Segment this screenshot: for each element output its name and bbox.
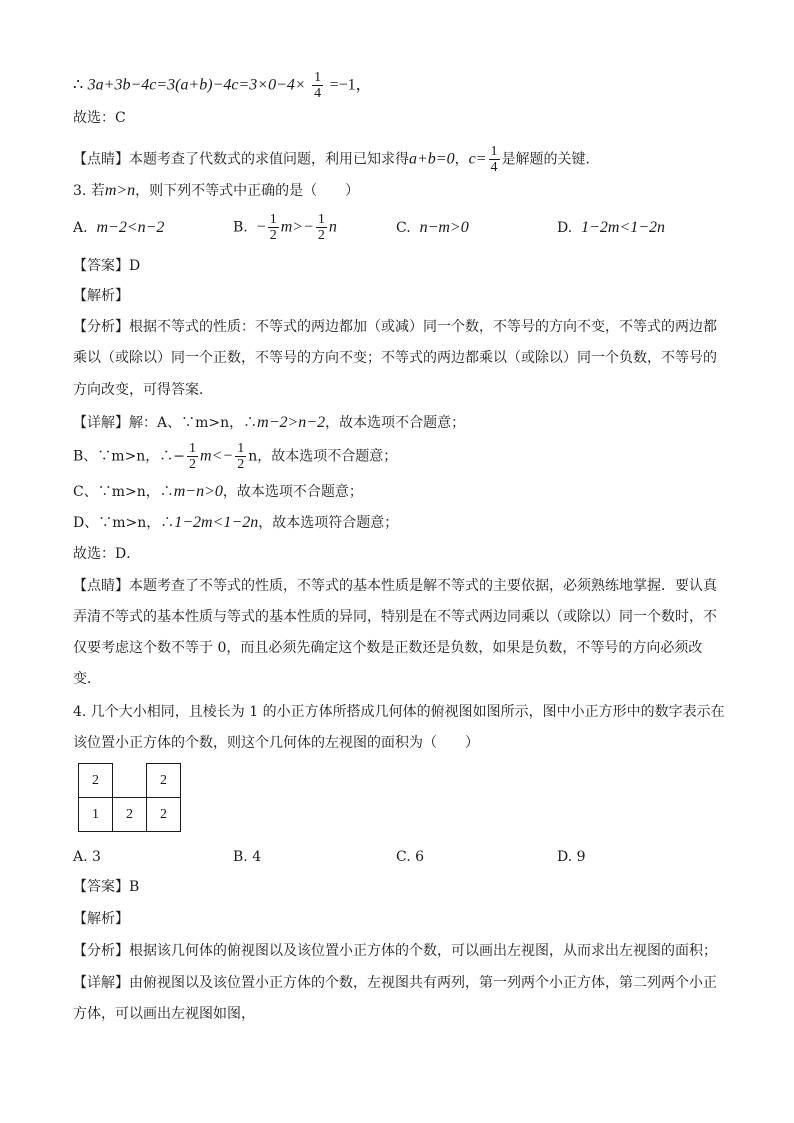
fraction-half — [268, 212, 279, 243]
comma: ， — [454, 151, 469, 168]
detail-b-math: m<− — [200, 447, 234, 465]
fraction-half — [235, 441, 246, 472]
question-4-stem-line-1: 4. 几个大小相同，且棱长为 1 的小正方体所搭成几何体的俯视图如图所示，图中小正方形中的数字表示在 — [73, 704, 725, 720]
detail-a-math: m−2>n−2 — [257, 414, 326, 431]
q3-detail-a — [73, 413, 465, 433]
detail-c-math: m−n>0 — [173, 483, 223, 500]
q4-analysis-heading: 【解析】 — [73, 911, 129, 927]
fraction-denominator: 2 — [317, 228, 325, 243]
detail-a-prefix: 【详解】解：A、∵m>n，∴ — [73, 415, 258, 431]
question-3-stem — [73, 181, 359, 201]
fraction-numerator: 1 — [269, 212, 277, 227]
q4-answer: 【答案】B — [73, 879, 140, 895]
math-c-equals: c= — [468, 150, 487, 168]
fraction-one-quarter — [489, 144, 500, 175]
q4-option-a: A. 3 — [73, 849, 101, 865]
q3-dianjing-line-1: 【点睛】本题考查了不等式的性质，不等式的基本性质是解不等式的主要依据，必须熟练地掌握．要认真 — [73, 578, 717, 594]
dianjing-q2 — [73, 144, 600, 175]
q4-option-c: C. 6 — [396, 849, 425, 865]
q3-dianjing-line-2: 弄清不等式的基本性质与等式的基本性质的异同，特别是在不等式两边同乘以（或除以）同一个数时，不 — [73, 609, 717, 625]
fraction-denominator: 2 — [189, 457, 197, 472]
detail-b-suffix: n，故本选项不合题意； — [248, 448, 398, 465]
grid-cell-empty — [113, 764, 147, 798]
option-d-math: 1−2m<1−2n — [581, 219, 666, 236]
math-a-plus-b: a+b=0 — [409, 150, 455, 168]
q4-detail-line-1: 【详解】由俯视图以及该位置小正方体的个数，左视图共有两列，第一列两个小正方体，第二列两个小正 — [73, 975, 717, 991]
q3-dianjing-line-4: 变． — [73, 671, 101, 687]
q3-detail-d — [73, 513, 398, 533]
option-d-label: D. — [557, 220, 573, 236]
detail-d-prefix: D、∵m>n，∴ — [73, 515, 175, 531]
detail-d-suffix: ，故本选项符合题意； — [258, 515, 399, 531]
fraction-denominator: 2 — [237, 457, 245, 472]
grid-cell: 2 — [113, 798, 147, 832]
q3-dianjing-line-3: 仅要考虑这个数不等于 0，而且必须先确定这个数是正数还是负数，如果是负数，不等号的方向必须改 — [73, 640, 703, 656]
q3-fenxi-line-2: 乘以（或除以）同一个正数，不等号的方向不变；不等式的两边都乘以（或除以）同一个负数，不等号的 — [73, 350, 717, 366]
detail-b-prefix: B、∵m>n，∴− — [73, 448, 186, 465]
option-c-math: n−m>0 — [419, 219, 469, 236]
option-b-label: B. — [233, 219, 248, 236]
q3-number: 3. 若 — [73, 183, 105, 199]
fraction-numerator: 1 — [314, 70, 322, 85]
fraction-denominator: 4 — [490, 160, 498, 175]
q3-analysis-heading: 【解析】 — [73, 288, 129, 304]
detail-a-suffix: ，故本选项不合题意； — [325, 415, 466, 431]
dianjing-tail: 是解题的关键． — [501, 151, 600, 168]
choice-line-c: 故选：C — [73, 110, 126, 126]
option-c-label: C. — [396, 220, 411, 236]
grid-cell: 1 — [79, 798, 113, 832]
minus-sign: − — [256, 218, 266, 236]
equation-text: 3a+3b−4c=3(a+b)−4c=3×0−4× — [87, 76, 306, 94]
grid-cell: 2 — [79, 764, 113, 798]
q3-detail-b — [73, 441, 397, 472]
q3-fenxi-line-1: 【分析】根据不等式的性质：不等式的两边都加（或减）同一个数，不等号的方向不变，不等式的两边都 — [73, 319, 717, 335]
detail-d-math: 1−2m<1−2n — [174, 514, 259, 531]
grid-cell: 2 — [147, 798, 181, 832]
q4-option-b: B. 4 — [233, 849, 262, 865]
fraction-denominator: 2 — [269, 228, 277, 243]
fraction-numerator: 1 — [189, 441, 197, 456]
solution-equation-line — [73, 70, 372, 101]
fraction-numerator: 1 — [317, 212, 325, 227]
detail-c-prefix: C、∵m>n，∴ — [73, 484, 174, 500]
grid-row-2 — [79, 798, 181, 832]
fraction-half — [316, 212, 327, 243]
fraction-denominator: 4 — [314, 86, 322, 101]
grid-cell: 2 — [147, 764, 181, 798]
option-c — [396, 218, 469, 238]
dianjing-text: 【点睛】本题考查了代数式的求值问题，利用已知求得 — [73, 151, 409, 168]
q4-fenxi: 【分析】根据该几何体的俯视图以及该位置小正方体的个数，可以画出左视图，从而求出左视图的面积； — [73, 943, 717, 959]
option-b-math: m>− — [280, 218, 314, 236]
equation-result: =−1， — [329, 76, 372, 94]
q3-detail-c — [73, 482, 363, 502]
fraction-numerator: 1 — [490, 144, 498, 159]
fraction-numerator: 1 — [237, 441, 245, 456]
option-d — [557, 218, 665, 238]
q3-answer: 【答案】D — [73, 258, 141, 274]
q3-condition: m>n — [104, 182, 136, 199]
option-b-n: n — [328, 218, 337, 236]
option-a — [73, 218, 164, 238]
fraction-one-quarter — [312, 70, 323, 101]
option-a-math: m−2<n−2 — [96, 219, 165, 236]
q3-stem-text: ，则下列不等式中正确的是（ ） — [135, 183, 360, 199]
q4-option-d: D. 9 — [557, 849, 586, 865]
grid-row-1 — [79, 764, 181, 798]
q3-fenxi-line-3: 方向改变，可得答案． — [73, 382, 213, 398]
therefore-symbol: ∴ — [73, 76, 84, 94]
q4-detail-line-2: 方体，可以画出左视图如图， — [73, 1006, 255, 1022]
q3-choose: 故选：D． — [73, 546, 141, 562]
top-view-grid — [78, 763, 181, 832]
detail-c-suffix: ，故本选项不合题意； — [222, 484, 363, 500]
question-4-stem-line-2: 该位置小正方体的个数，则这个几何体的左视图的面积为（ ） — [73, 735, 479, 751]
option-a-label: A. — [73, 220, 88, 236]
fraction-half — [187, 441, 198, 472]
option-b — [233, 212, 337, 243]
